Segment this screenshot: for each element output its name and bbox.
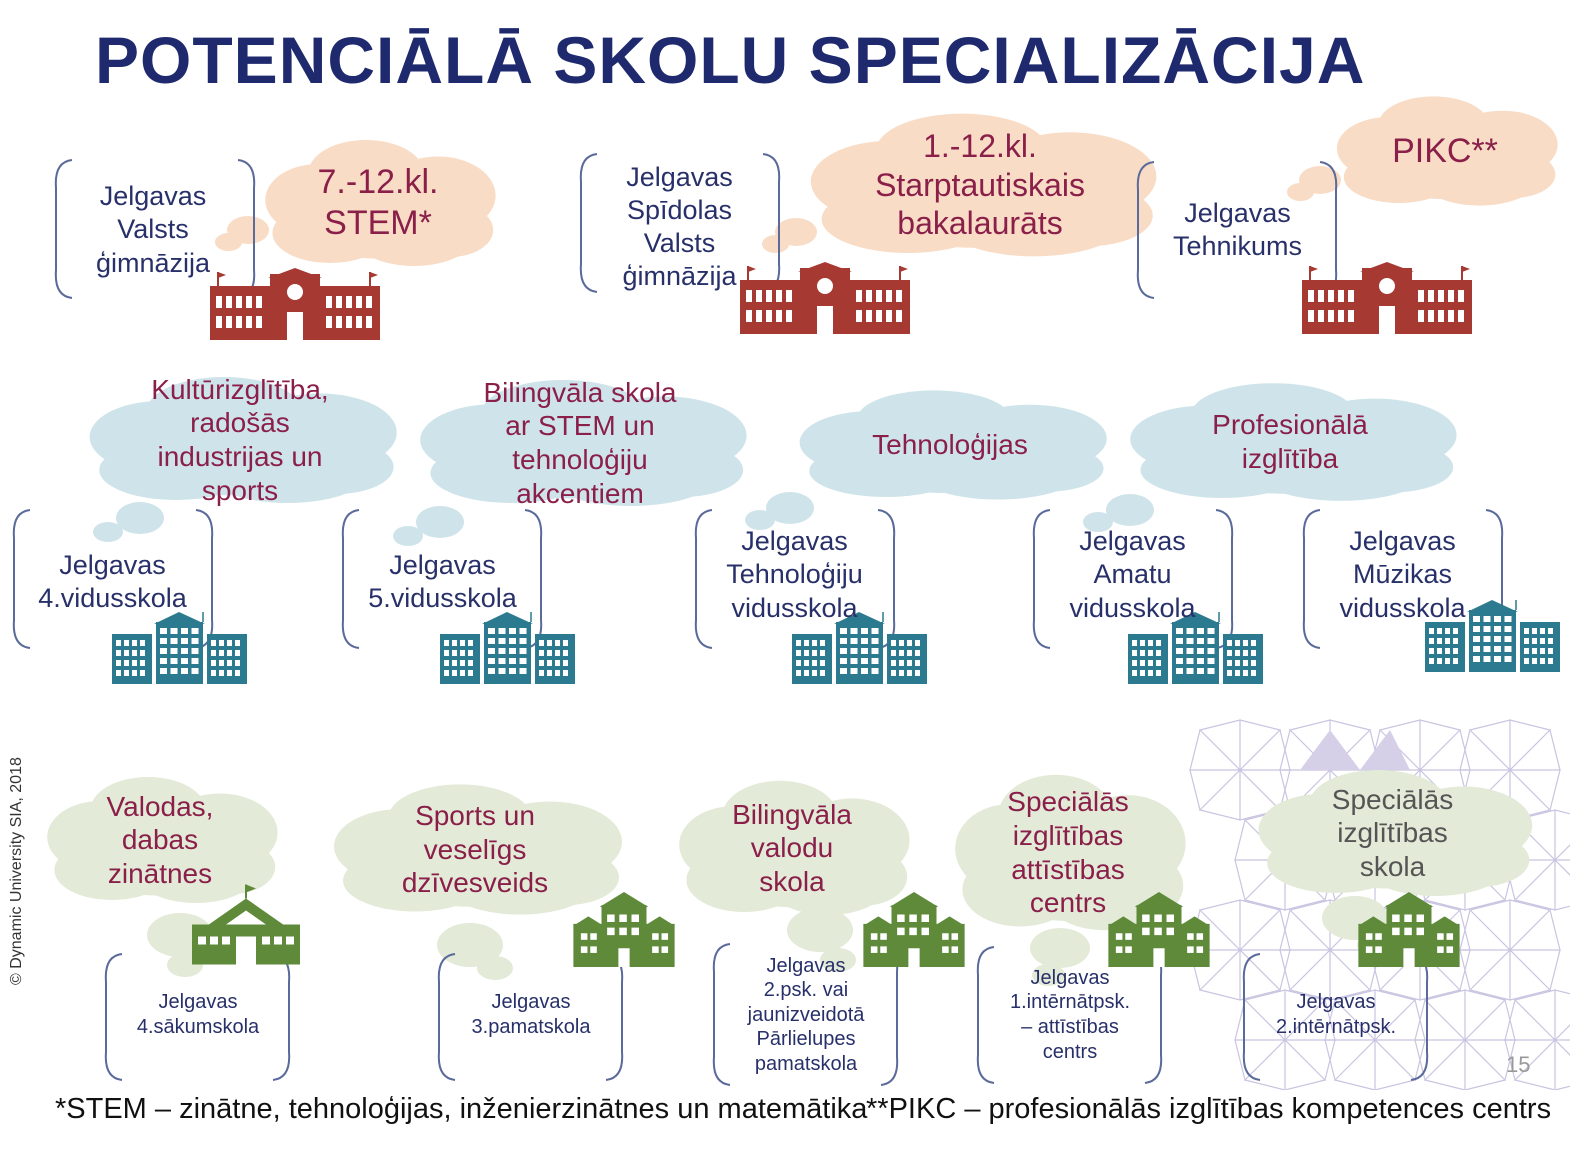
page-number: 15 [1506, 1052, 1531, 1077]
school-name: Jelgavas Amatu vidusskola [1069, 526, 1196, 623]
school-name: Jelgavas 2.intērnātpsk. [1275, 991, 1397, 1038]
school-name: Jelgavas 4.vidusskola [38, 549, 187, 613]
small-school-icon [192, 882, 300, 967]
copyright: © Dynamic University SIA, 2018 [8, 757, 25, 985]
specialization-text: Tehnoloģijas [872, 429, 1028, 461]
small-school-icon [1355, 892, 1463, 967]
specialization-text: Profesionālā izglītība [1212, 409, 1368, 474]
specialization-cloud [1250, 758, 1535, 908]
specialization-cloud [80, 365, 400, 515]
office-building-icon [112, 612, 247, 684]
small-school-icon [1105, 892, 1213, 967]
school-name: Jelgavas Tehnikums [1172, 197, 1303, 261]
specialization-cloud [800, 100, 1160, 270]
school-name: Jelgavas 3.pamatskola [471, 991, 591, 1038]
school-name: Jelgavas Tehnoloģiju vidusskola [726, 526, 863, 623]
specialization-text: 1.-12.kl. Starptautiskais bakalaurāts [875, 128, 1085, 242]
specialization-text: Bilingvāla valodu skola [732, 798, 852, 897]
school-name: Jelgavas Spīdolas Valsts ģimnāzija [622, 161, 737, 292]
school-building-icon [1302, 262, 1472, 334]
school-name: Jelgavas 4.sākumskola [136, 991, 260, 1038]
office-building-icon [440, 612, 575, 684]
school-name: Jelgavas 2.psk. vai jaunizveidotā Pārlielupes pamatskola [747, 954, 865, 1075]
school-name: Jelgavas Valsts ģimnāzija [95, 181, 211, 278]
footnote-pikc: **PIKC – profesionālās izglītības kompetences centrs [866, 1093, 1552, 1125]
specialization-cloud [790, 380, 1110, 510]
page-title: POTENCIĀLĀ SKOLU SPECIALIZĀCIJA [95, 23, 1366, 97]
specialization-text: Bilingvāla skola ar STEM un tehnoloģiju akcentiem [483, 376, 677, 509]
specialization-cloud [410, 368, 750, 518]
specialization-text: PIKC** [1392, 131, 1498, 170]
specialization-text: Valodas, dabas zinātnes [106, 790, 214, 889]
specialization-text: Speciālās izglītības skola [1331, 783, 1454, 882]
specialization-text: 7.-12.kl. STEM* [317, 163, 439, 242]
specialization-text: Speciālās izglītības attīstības centrs [1007, 786, 1129, 919]
footnote-stem: *STEM – zinātne, tehnoloģijas, inženierzinātnes un matemātika [55, 1093, 868, 1125]
specialization-cloud [1120, 372, 1460, 512]
school-name: Jelgavas 1.intērnātpsk. – attīstības centrs [1009, 966, 1131, 1063]
specialization-text: Sports un veselīgs dzīvesveids [401, 800, 549, 899]
specialization-text: Kultūrizglītība, radošās industrijas un sports [151, 373, 329, 506]
specialization-cloud [1330, 86, 1560, 216]
specialization-cloud [258, 128, 498, 278]
school-name: Jelgavas 5.vidusskola [368, 549, 517, 613]
small-school-icon [570, 892, 678, 967]
school-name: Jelgavas Mūzikas vidusskola [1339, 526, 1466, 623]
